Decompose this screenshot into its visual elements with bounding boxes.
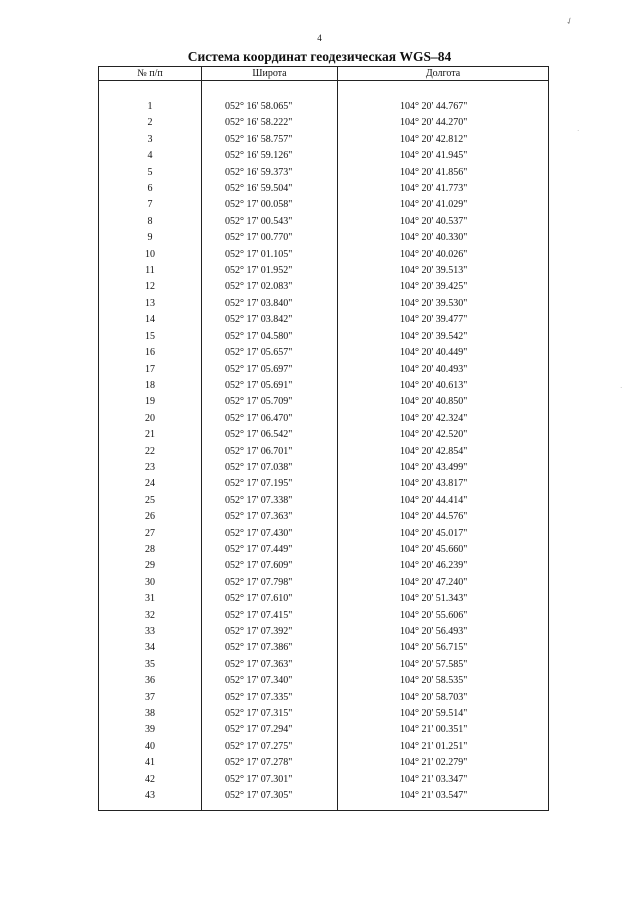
table-row: [99, 526, 549, 542]
row-latitude: 052° 17' 07.305": [202, 788, 338, 804]
table-row: [99, 673, 549, 689]
row-latitude: 052° 16' 58.065": [202, 99, 338, 115]
row-number: 15: [99, 329, 202, 345]
row-number: 2: [99, 115, 202, 131]
table-row: [99, 132, 549, 148]
table-row: [99, 411, 549, 427]
row-number: 31: [99, 591, 202, 607]
table-row: [99, 772, 549, 788]
row-latitude: 052° 17' 07.301": [202, 772, 338, 788]
row-number: 33: [99, 624, 202, 640]
table-row: [99, 165, 549, 181]
column-header-latitude: Широта: [202, 67, 338, 81]
row-number: 3: [99, 132, 202, 148]
row-longitude: 104° 20' 44.270": [338, 115, 549, 131]
row-number: 38: [99, 706, 202, 722]
row-number: 6: [99, 181, 202, 197]
row-latitude: 052° 16' 59.504": [202, 181, 338, 197]
row-latitude: 052° 17' 07.315": [202, 706, 338, 722]
row-latitude: 052° 17' 06.701": [202, 444, 338, 460]
row-longitude: 104° 20' 51.343": [338, 591, 549, 607]
row-number: 43: [99, 788, 202, 804]
row-number: 42: [99, 772, 202, 788]
table-row: [99, 362, 549, 378]
row-latitude: 052° 17' 07.335": [202, 690, 338, 706]
table-row: [99, 755, 549, 771]
row-number: 25: [99, 493, 202, 509]
table-row: [99, 99, 549, 115]
row-longitude: 104° 20' 40.537": [338, 214, 549, 230]
row-latitude: 052° 17' 05.657": [202, 345, 338, 361]
row-longitude: 104° 20' 41.856": [338, 165, 549, 181]
row-number: 21: [99, 427, 202, 443]
table-row: [99, 263, 549, 279]
row-number: 4: [99, 148, 202, 164]
row-number: 19: [99, 394, 202, 410]
table-row: [99, 788, 549, 804]
row-number: 32: [99, 608, 202, 624]
table-row: [99, 115, 549, 131]
row-longitude: 104° 20' 44.767": [338, 99, 549, 115]
table-row: [99, 690, 549, 706]
row-number: 5: [99, 165, 202, 181]
row-longitude: 104° 20' 39.477": [338, 312, 549, 328]
row-latitude: 052° 17' 07.340": [202, 673, 338, 689]
row-number: 13: [99, 296, 202, 312]
row-latitude: 052° 17' 07.038": [202, 460, 338, 476]
table-row: [99, 460, 549, 476]
row-longitude: 104° 20' 39.530": [338, 296, 549, 312]
row-number: 10: [99, 247, 202, 263]
row-longitude: 104° 20' 40.613": [338, 378, 549, 394]
row-latitude: 052° 17' 01.105": [202, 247, 338, 263]
row-latitude: 052° 16' 59.373": [202, 165, 338, 181]
row-longitude: 104° 20' 40.850": [338, 394, 549, 410]
table-row: [99, 575, 549, 591]
table-row: [99, 296, 549, 312]
table-row: [99, 329, 549, 345]
row-longitude: 104° 20' 41.773": [338, 181, 549, 197]
row-longitude: 104° 20' 46.239": [338, 558, 549, 574]
table-row: [99, 247, 549, 263]
row-longitude: 104° 20' 42.854": [338, 444, 549, 460]
row-longitude: 104° 20' 45.660": [338, 542, 549, 558]
row-latitude: 052° 17' 01.952": [202, 263, 338, 279]
row-longitude: 104° 20' 41.029": [338, 197, 549, 213]
row-longitude: 104° 20' 40.493": [338, 362, 549, 378]
table-row: [99, 706, 549, 722]
row-number: 7: [99, 197, 202, 213]
row-latitude: 052° 17' 03.842": [202, 312, 338, 328]
column-header-longitude: Долгота: [338, 67, 549, 81]
row-number: 30: [99, 575, 202, 591]
row-latitude: 052° 17' 07.386": [202, 640, 338, 656]
table-spacer-row: [99, 81, 549, 100]
row-longitude: 104° 21' 01.251": [338, 739, 549, 755]
table-row: [99, 279, 549, 295]
table-row: [99, 640, 549, 656]
row-longitude: 104° 21' 00.351": [338, 722, 549, 738]
row-number: 14: [99, 312, 202, 328]
row-number: 16: [99, 345, 202, 361]
table-row: [99, 444, 549, 460]
row-number: 39: [99, 722, 202, 738]
table-row: [99, 230, 549, 246]
table-header-row: [99, 67, 549, 81]
scan-speck: ·: [620, 384, 623, 392]
row-latitude: 052° 17' 05.691": [202, 378, 338, 394]
row-latitude: 052° 17' 07.609": [202, 558, 338, 574]
table-row: [99, 591, 549, 607]
row-number: 37: [99, 690, 202, 706]
row-number: 12: [99, 279, 202, 295]
row-longitude: 104° 20' 57.585": [338, 657, 549, 673]
table-row: [99, 558, 549, 574]
row-latitude: 052° 17' 02.083": [202, 279, 338, 295]
row-latitude: 052° 17' 05.709": [202, 394, 338, 410]
row-longitude: 104° 20' 42.812": [338, 132, 549, 148]
table-row: [99, 394, 549, 410]
row-number: 36: [99, 673, 202, 689]
row-latitude: 052° 17' 07.610": [202, 591, 338, 607]
table-row: [99, 624, 549, 640]
row-longitude: 104° 20' 39.513": [338, 263, 549, 279]
table-row: [99, 476, 549, 492]
table-row: [99, 739, 549, 755]
table-row: [99, 181, 549, 197]
table-row: [99, 345, 549, 361]
column-header-number: № п/п: [99, 67, 202, 81]
row-longitude: 104° 20' 58.703": [338, 690, 549, 706]
row-number: 11: [99, 263, 202, 279]
row-latitude: 052° 17' 07.338": [202, 493, 338, 509]
row-latitude: 052° 17' 07.449": [202, 542, 338, 558]
table-row: [99, 608, 549, 624]
row-number: 20: [99, 411, 202, 427]
row-longitude: 104° 20' 42.520": [338, 427, 549, 443]
row-longitude: 104° 20' 44.414": [338, 493, 549, 509]
row-number: 35: [99, 657, 202, 673]
table-row: [99, 312, 549, 328]
row-latitude: 052° 17' 07.294": [202, 722, 338, 738]
row-latitude: 052° 17' 07.275": [202, 739, 338, 755]
row-longitude: 104° 20' 40.330": [338, 230, 549, 246]
row-latitude: 052° 17' 07.430": [202, 526, 338, 542]
row-latitude: 052° 17' 05.697": [202, 362, 338, 378]
table-row: [99, 722, 549, 738]
table-row: [99, 148, 549, 164]
row-longitude: 104° 20' 58.535": [338, 673, 549, 689]
row-longitude: 104° 21' 03.347": [338, 772, 549, 788]
row-longitude: 104° 20' 56.715": [338, 640, 549, 656]
row-longitude: 104° 20' 39.425": [338, 279, 549, 295]
table-row: [99, 542, 549, 558]
table-row: [99, 509, 549, 525]
row-number: 8: [99, 214, 202, 230]
row-latitude: 052° 17' 07.415": [202, 608, 338, 624]
row-longitude: 104° 20' 43.817": [338, 476, 549, 492]
row-number: 17: [99, 362, 202, 378]
row-number: 26: [99, 509, 202, 525]
row-longitude: 104° 20' 42.324": [338, 411, 549, 427]
row-longitude: 104° 21' 03.547": [338, 788, 549, 804]
coordinates-table: [98, 66, 549, 811]
row-latitude: 052° 17' 03.840": [202, 296, 338, 312]
row-latitude: 052° 17' 07.278": [202, 755, 338, 771]
row-number: 22: [99, 444, 202, 460]
table-row: [99, 427, 549, 443]
row-longitude: 104° 20' 55.606": [338, 608, 549, 624]
row-number: 34: [99, 640, 202, 656]
table-row: [99, 197, 549, 213]
row-longitude: 104° 20' 40.449": [338, 345, 549, 361]
row-latitude: 052° 16' 58.757": [202, 132, 338, 148]
scan-speck: ·: [577, 127, 580, 135]
row-longitude: 104° 20' 47.240": [338, 575, 549, 591]
table-row: [99, 657, 549, 673]
row-number: 29: [99, 558, 202, 574]
row-number: 40: [99, 739, 202, 755]
table-row: [99, 378, 549, 394]
row-longitude: 104° 20' 45.017": [338, 526, 549, 542]
row-number: 23: [99, 460, 202, 476]
row-latitude: 052° 17' 07.363": [202, 509, 338, 525]
row-number: 1: [99, 99, 202, 115]
row-latitude: 052° 17' 07.798": [202, 575, 338, 591]
table-row: [99, 214, 549, 230]
document-title: Система координат геодезическая WGS–84: [187, 49, 452, 64]
row-number: 27: [99, 526, 202, 542]
row-number: 28: [99, 542, 202, 558]
handwritten-check-mark: ✓: [564, 14, 576, 28]
row-latitude: 052° 16' 59.126": [202, 148, 338, 164]
row-latitude: 052° 17' 00.058": [202, 197, 338, 213]
row-longitude: 104° 20' 56.493": [338, 624, 549, 640]
row-latitude: 052° 17' 07.392": [202, 624, 338, 640]
row-latitude: 052° 17' 07.363": [202, 657, 338, 673]
row-longitude: 104° 21' 02.279": [338, 755, 549, 771]
row-number: 9: [99, 230, 202, 246]
row-longitude: 104° 20' 59.514": [338, 706, 549, 722]
table-bottom-row: [99, 804, 549, 811]
row-longitude: 104° 20' 40.026": [338, 247, 549, 263]
row-latitude: 052° 17' 00.770": [202, 230, 338, 246]
row-longitude: 104° 20' 44.576": [338, 509, 549, 525]
row-latitude: 052° 17' 06.542": [202, 427, 338, 443]
row-number: 24: [99, 476, 202, 492]
row-number: 18: [99, 378, 202, 394]
row-longitude: 104° 20' 41.945": [338, 148, 549, 164]
row-latitude: 052° 17' 06.470": [202, 411, 338, 427]
row-latitude: 052° 17' 04.580": [202, 329, 338, 345]
row-longitude: 104° 20' 39.542": [338, 329, 549, 345]
row-latitude: 052° 17' 00.543": [202, 214, 338, 230]
row-latitude: 052° 17' 07.195": [202, 476, 338, 492]
row-longitude: 104° 20' 43.499": [338, 460, 549, 476]
page-number: 4: [317, 33, 322, 43]
row-latitude: 052° 16' 58.222": [202, 115, 338, 131]
table-row: [99, 493, 549, 509]
row-number: 41: [99, 755, 202, 771]
